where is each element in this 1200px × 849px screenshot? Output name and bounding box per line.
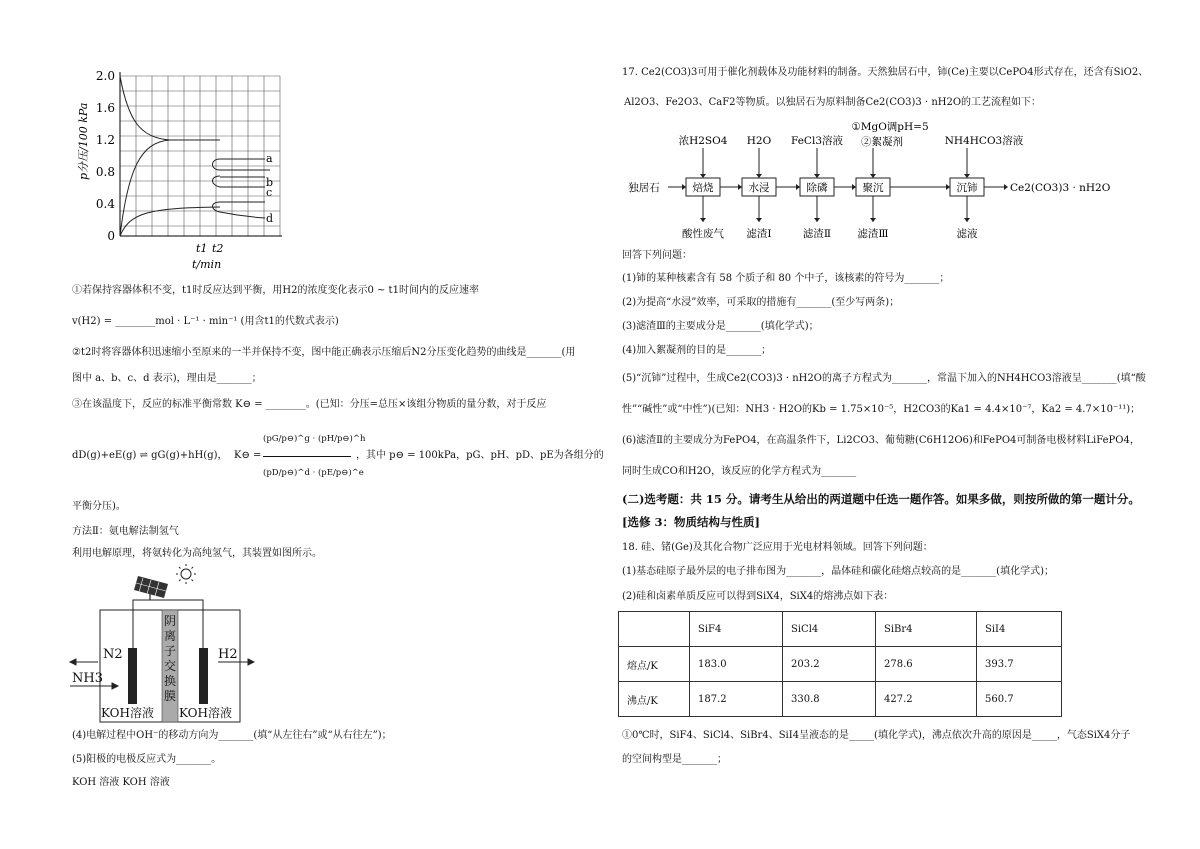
nh3-label: NH3 xyxy=(72,671,103,686)
sun-icon xyxy=(176,564,196,584)
flow-step-label: 水浸 xyxy=(748,182,770,194)
flow-output-label: 滤渣Ⅱ xyxy=(802,228,832,240)
table-cell: 427.2 xyxy=(876,682,977,717)
curve-label: a xyxy=(266,152,273,165)
y-tick-label: 2.0 xyxy=(95,69,115,83)
table-row xyxy=(619,682,1062,717)
solar-panel-icon xyxy=(134,576,168,600)
flow-input-label: NH4HCO3溶液 xyxy=(944,135,1024,147)
table-cell: 203.2 xyxy=(783,647,876,682)
question-text: ①若保持容器体积不变，t1时反应达到平衡，用H2的浓度变化表示0 ~ t1时间内的反应速率 xyxy=(72,285,479,296)
process-flow-diagram xyxy=(620,118,1111,248)
table-header-cell: SiCl4 xyxy=(783,612,876,647)
question-text: v(H2) = ________mol · L⁻¹ · min⁻¹ (用含t1的代数式表示) xyxy=(72,316,339,327)
table-cell xyxy=(619,612,690,647)
flow-step-label: 除磷 xyxy=(806,182,828,194)
curve-label: c xyxy=(266,186,273,199)
n2-label: N2 xyxy=(103,647,123,662)
question-text: (4)电解过程中OH⁻的移动方向为_______(填“从左往右”或“从右往左”)； xyxy=(72,730,392,741)
k-symbol: K⊖ = xyxy=(234,450,262,461)
table-cell: 183.0 xyxy=(690,647,783,682)
q17-sub: (3)滤渣Ⅲ的主要成分是_______(填化学式)； xyxy=(622,321,819,332)
flow-product-label: Ce2(CO3)3 · nH2O xyxy=(1010,182,1111,194)
q17-intro: 17. Ce2(CO3)3可用于催化剂载体及功能材料的制备。天然独居石中，铈(Ce)主要以CePO4形式存在，还含有SiO2、 xyxy=(622,67,1149,78)
q17-sub: (1)铈的某种核素含有 58 个质子和 80 个中子，该核素的符号为_______； xyxy=(622,273,950,284)
fraction-bar xyxy=(263,456,351,457)
table-cell: 熔点/K xyxy=(619,647,690,682)
flow-input-label: H2O xyxy=(746,135,772,147)
flow-output-label: 酸性废气 xyxy=(682,228,724,240)
elective-subtitle: [选修 3：物质结构与性质] xyxy=(622,515,760,529)
q17-sub: (6)滤渣Ⅱ的主要成分为FePO4，在高温条件下，Li2CO3、葡萄糖(C6H12O6)和FePO4可制备电极材料LiFePO4， xyxy=(622,435,1140,446)
method-title: 方法Ⅱ：氨电解法制氢气 xyxy=(72,526,179,537)
membrane-label: 阴离子交换膜 xyxy=(164,614,177,703)
elective-title: (二)选考题：共 15 分。请考生从给出的两道题中任选一题作答。如果多做，则按所做的第一题计分。 xyxy=(622,492,1140,506)
table-cell: 330.8 xyxy=(783,682,876,717)
y-tick-label: 0.4 xyxy=(95,197,115,211)
table-cell: 278.6 xyxy=(876,647,977,682)
y-tick-label: 0 xyxy=(107,229,115,243)
q17-sub: (5)“沉铈”过程中，生成Ce2(CO3)3 · nH2O的离子方程式为_______，常温下加入的NH4HCO3溶液呈_______(填“酸 xyxy=(622,373,1146,384)
flow-output-label: 滤渣Ⅰ xyxy=(746,228,772,240)
y-axis-label: p分压/100 kPa xyxy=(77,102,90,180)
curve-label: b xyxy=(266,176,274,189)
reaction-equation: dD(g)+eE(g) ⇌ gG(g)+hH(g)， xyxy=(72,450,228,461)
flow-input-label: FeCl3溶液 xyxy=(791,135,843,147)
footer-text: KOH 溶液 KOH 溶液 xyxy=(72,777,170,788)
table-cell: 187.2 xyxy=(690,682,783,717)
k-denominator: (pD/p⊖)^d · (pE/p⊖)^e xyxy=(263,468,364,478)
question-text: ③在该温度下，反应的标准平衡常数 K⊖ = ________。(已知：分压=总压×该组分物质的量分数，对于反应 xyxy=(72,399,547,410)
q17-intro: Al2O3、Fe2O3、CaF2等物质。以独居石为原料制备Ce2(CO3)3 · nH2O的工艺流程如下： xyxy=(624,97,1042,108)
question-text: (5)阳极的电极反应式为_______。 xyxy=(72,754,222,765)
table-cell: 沸点/K xyxy=(619,682,690,717)
q18-sub: (1)基态硅原子最外层的电子排布图为_______，晶体硅和碳化硅熔点较高的是_______(填化学式)； xyxy=(622,566,1054,577)
answer-prompt: 回答下列问题： xyxy=(622,250,692,261)
q18-intro: 18. 硅、锗(Ge)及其化合物广泛应用于光电材料领域。回答下列问题： xyxy=(622,542,933,553)
flow-output-label: 滤渣Ⅲ xyxy=(857,228,889,240)
q18-sub: 的空间构型是_______； xyxy=(622,754,727,765)
q17-sub: 同时生成CO和H2O，该反应的化学方程式为_______ xyxy=(622,466,857,477)
table-cell: 560.7 xyxy=(977,682,1062,717)
x-axis-label: t/min xyxy=(192,258,222,271)
flow-step-label: 聚沉 xyxy=(862,182,884,194)
question-text: 图中 a、b、c、d 表示)，理由是_______； xyxy=(72,373,262,384)
q18-sub: (2)硅和卤素单质反应可以得到SiX4，SiX4的熔沸点如下表： xyxy=(622,591,894,602)
flow-start-label: 独居石 xyxy=(628,182,660,194)
flow-input-label: ②絮凝剂 xyxy=(861,136,903,148)
x-tick-label: t2 xyxy=(212,242,224,255)
flow-step-label: 焙烧 xyxy=(692,182,714,194)
curve-label: d xyxy=(266,212,274,225)
x-tick-label: t1 xyxy=(196,242,208,255)
q17-sub: 性”“碱性”或“中性”)(已知：NH3 · H2O的Kb = 1.75×10⁻⁵，H2CO3的Ka1 = 4.4×10⁻⁷，Ka2 = 4.7×10⁻¹¹)； xyxy=(622,404,1141,415)
q18-sub: ①0℃时，SiF4、SiCl4、SiBr4、SiI4呈液态的是_____(填化学式)，沸点依次升高的原因是_____，气态SiX4分子 xyxy=(622,730,1131,741)
flow-input-label: ①MgO调pH=5 xyxy=(851,121,929,133)
question-text: 平衡分压)。 xyxy=(72,501,126,512)
table-header-cell: SiF4 xyxy=(690,612,783,647)
electrolysis-cell-diagram xyxy=(68,562,258,722)
flow-step-label: 沉铈 xyxy=(956,182,978,194)
y-tick-label: 1.2 xyxy=(95,133,115,147)
k-numerator: (pG/p⊖)^g · (pH/p⊖)^h xyxy=(263,434,366,444)
partial-pressure-graph xyxy=(70,60,290,275)
table-cell: 393.7 xyxy=(977,647,1062,682)
y-tick-label: 1.6 xyxy=(95,101,115,115)
table-header-cell: SiI4 xyxy=(977,612,1062,647)
y-tick-label: 0.8 xyxy=(95,165,115,179)
question-text: ，其中 p⊖ = 100kPa，pG、pH、pD、pE为各组分的 xyxy=(356,450,604,461)
flow-input-label: 浓H2SO4 xyxy=(678,135,728,147)
table-header-cell: SiBr4 xyxy=(876,612,977,647)
table-row xyxy=(619,612,1062,647)
right-solution-label: KOH溶液 xyxy=(179,706,232,720)
table-row xyxy=(619,647,1062,682)
h2-label: H2 xyxy=(218,647,238,662)
question-text: ②t2时将容器体积迅速缩小至原来的一半并保持不变，图中能正确表示压缩后N2分压变化趋势的曲线是_______(用 xyxy=(72,347,576,358)
q17-sub: (4)加入絮凝剂的目的是_______； xyxy=(622,345,772,356)
left-solution-label: KOH溶液 xyxy=(101,706,154,720)
flow-output-label: 滤液 xyxy=(956,228,978,240)
melting-boiling-table xyxy=(618,611,1062,717)
method-desc: 利用电解原理，将氨转化为高纯氢气，其装置如图所示。 xyxy=(72,548,322,559)
q17-sub: (2)为提高“水浸”效率，可采取的措施有_______(至少写两条)； xyxy=(622,297,900,308)
